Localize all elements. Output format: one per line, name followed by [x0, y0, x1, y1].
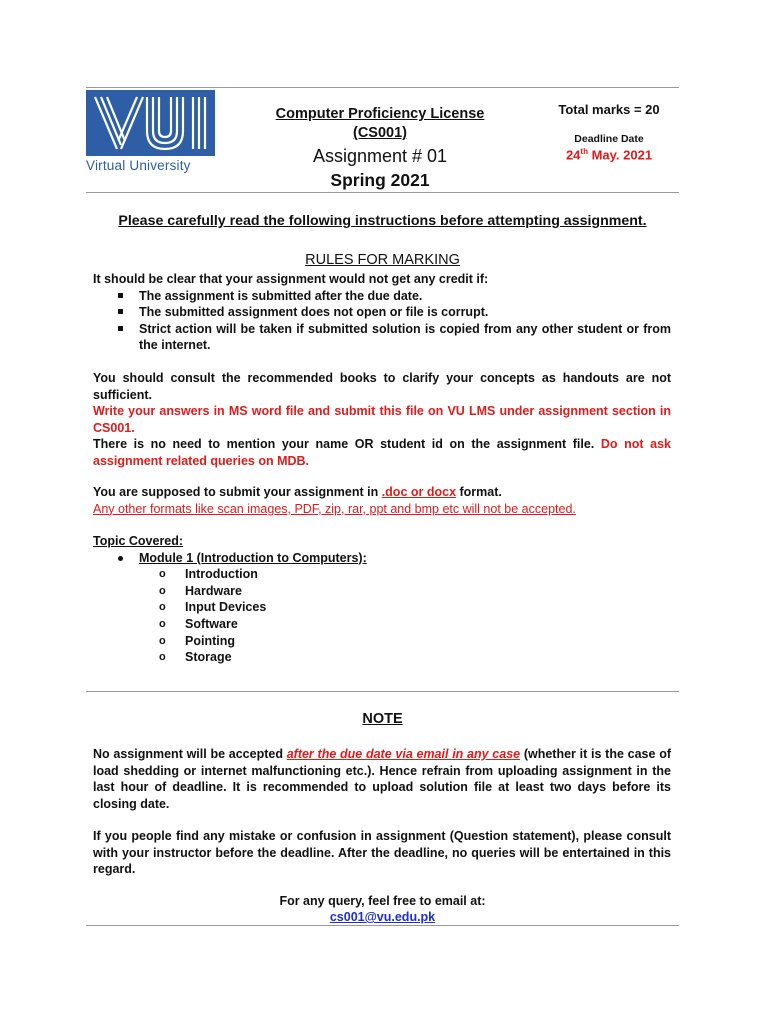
rule-item: The assignment is submitted after the due date. — [93, 288, 671, 305]
assignment-number: Assignment # 01 — [312, 146, 448, 166]
deadline-suffix: th — [580, 147, 588, 156]
course-code: (CS001) — [353, 125, 407, 141]
format-before: You are supposed to submit your assignment in — [93, 485, 382, 499]
format-section — [93, 484, 671, 517]
submit-instruction: Write your answers in MS word file and submit this file on VU LMS under assignment section in CS001. — [93, 404, 671, 435]
topics-heading: Topic Covered: — [93, 534, 184, 548]
topic-item: o Hardware — [93, 583, 671, 600]
note-p1-after: (whether it is the case of load shedding or internet malfunctioning etc.). Hence refrain from uploading assignment in the last hour of deadline. It is recommended to upload solution file at least two days before its closing date. — [93, 747, 671, 811]
total-marks: Total marks = 20 — [558, 102, 660, 117]
course-title: Computer Proficiency License — [275, 106, 485, 122]
bottom-rule — [86, 925, 679, 926]
format-after: format. — [456, 485, 502, 499]
deadline-day: 24 — [565, 147, 581, 163]
course-title-block — [262, 105, 498, 143]
rule-item: The submitted assignment does not open or file is corrupt. — [93, 304, 671, 321]
deadline-label: Deadline Date — [574, 133, 644, 145]
semester: Spring 2021 — [330, 170, 430, 190]
note-paragraph-1 — [93, 746, 671, 812]
logo-text: Virtual University — [86, 158, 191, 173]
header-rule — [86, 192, 679, 193]
instruction-heading: Please carefully read the following instructions before attempting assignment. — [118, 213, 647, 229]
email-link[interactable]: cs001@vu.edu.pk — [329, 910, 436, 924]
format-line — [93, 484, 671, 501]
topic-item: o Software — [93, 616, 671, 633]
format-types: .doc or docx — [381, 485, 457, 499]
module-item: Module 1 (Introduction to Computers): — [93, 550, 671, 567]
consult-text: You should consult the recommended books to clarify your concepts as handouts are not sufficient. — [93, 371, 671, 402]
no-mdb-text: Do not ask assignment related queries on MDB. — [93, 437, 671, 468]
topics-section — [93, 533, 671, 666]
deadline-date — [540, 147, 678, 162]
no-need-paragraph — [93, 436, 671, 469]
note-rule — [86, 691, 679, 692]
query-text: For any query, feel free to email at: — [279, 894, 486, 908]
topics-list — [93, 550, 671, 666]
note-p1-red: after the due date via email in any case — [286, 747, 521, 761]
format-warning: Any other formats like scan images, PDF, zip, rar, ppt and bmp etc will not be accepted. — [93, 501, 576, 516]
note-p1-before: No assignment will be accepted — [93, 747, 287, 761]
university-logo — [86, 90, 215, 178]
consult-section — [93, 370, 671, 470]
topic-item: o Input Devices — [93, 599, 671, 616]
vu-logo-icon — [87, 91, 214, 155]
topic-item: o Storage — [93, 649, 671, 666]
email-wrapper — [86, 910, 679, 924]
topic-item: o Pointing — [93, 633, 671, 650]
no-need-text: There is no need to mention your name OR student id on the assignment file. — [93, 437, 601, 452]
note-paragraph-2: If you people find any mistake or confusion in assignment (Question statement), please consult with your instructor before the deadline. After the deadline, no queries will be entertained in this regard. — [93, 829, 671, 877]
vu-logo-mark — [86, 90, 215, 156]
rules-intro: It should be clear that your assignment would not get any credit if: — [93, 272, 489, 286]
deadline-rest: May. 2021 — [587, 147, 653, 163]
rules-heading: RULES FOR MARKING — [305, 252, 460, 268]
rules-section — [93, 271, 671, 354]
top-rule — [86, 87, 679, 88]
topic-item: o Introduction — [93, 566, 671, 583]
note-heading: NOTE — [362, 711, 403, 727]
rules-list — [93, 288, 671, 354]
rule-item: Strict action will be taken if submitted solution is copied from any other student or from the internet. — [93, 321, 671, 354]
